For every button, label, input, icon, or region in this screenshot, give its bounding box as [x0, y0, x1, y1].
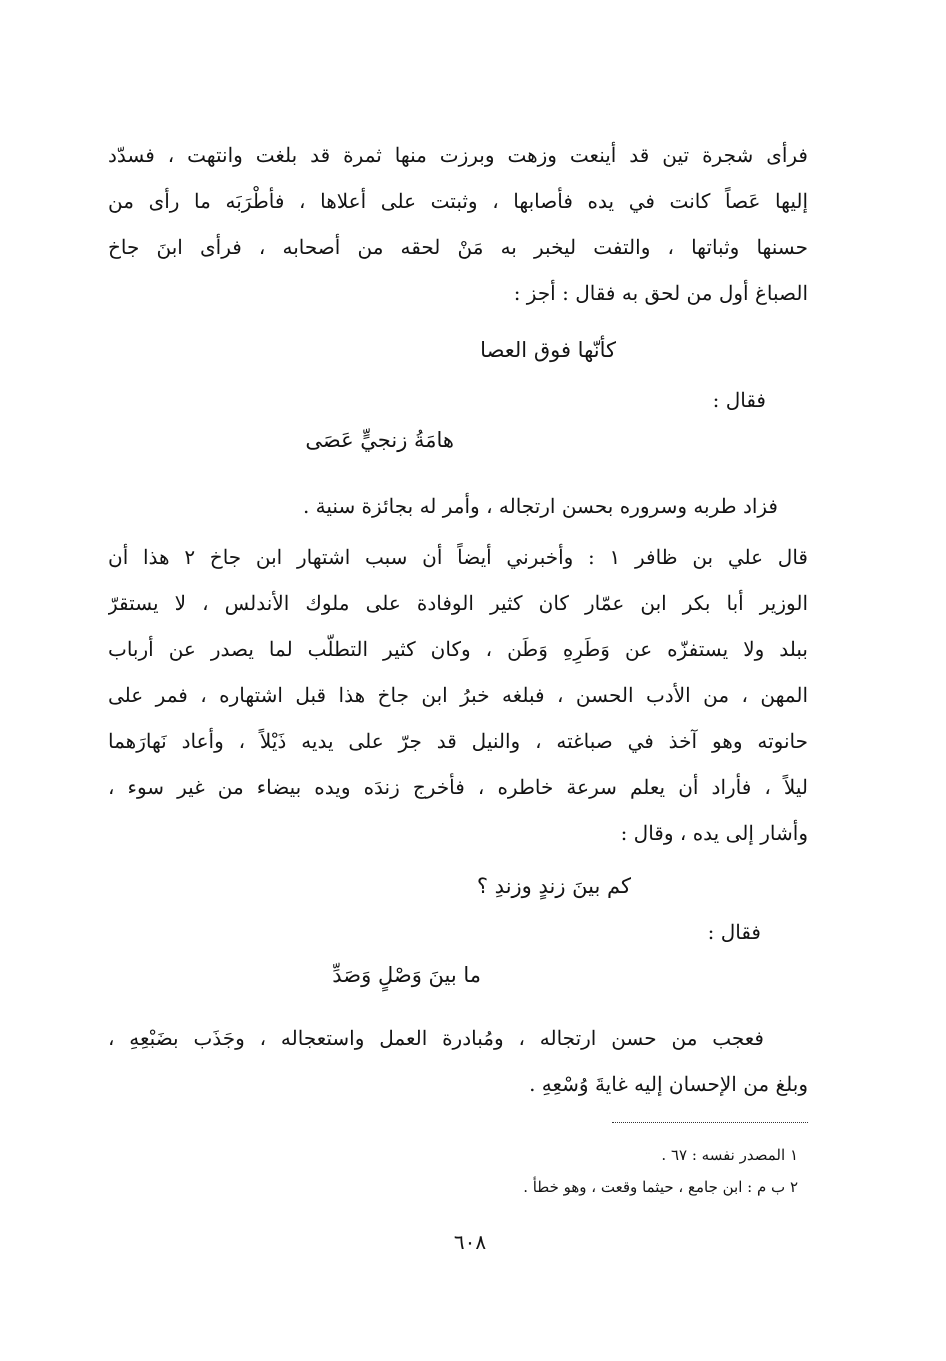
- verse-line: كم بينَ زندٍ وزندِ ؟: [476, 874, 631, 898]
- footnote: ١ المصدر نفسه : ٦٧ .: [661, 1146, 798, 1164]
- paragraph-line: حانوته وهو آخذ في صباغته ، والنيل قد جرّ على يديه ذَيْلاً ، وأعاد نَهارَهما: [108, 729, 808, 753]
- paragraph-line: فرأى شجرة تين قد أينعت وزهت وبرزت منها ثمرة قد بلغت وانتهت ، فسدّد: [108, 143, 808, 167]
- verse-line: ما بينَ وَصْلٍ وَصَدِّ: [332, 963, 481, 987]
- speaker-label: فقال :: [712, 388, 766, 412]
- paragraph-4: [108, 1015, 808, 1107]
- paragraph-1: [108, 132, 808, 316]
- footnote-divider: [612, 1122, 808, 1123]
- page-number: ٦٠٨: [453, 1230, 487, 1254]
- verse-line: كأنّها فوق العصا: [480, 338, 616, 362]
- paragraph-line: فعجب من حسن ارتجاله ، ومُبادرة العمل واستعجاله ، وجَذَب بضَبْعِهِ ،: [108, 1026, 764, 1050]
- paragraph-line: وبلغ من الإحسان إليه غايةَ وُسْعِهِ .: [529, 1072, 808, 1096]
- paragraph-line: فزاد طربه وسروره بحسن ارتجاله ، وأمر له بجائزة سنية .: [302, 494, 778, 518]
- paragraph-line: إليها عَصاً كانت في يده فأصابها ، وثبتت على أعلاها ، فأطْرَبَه ما رأى من: [108, 189, 808, 213]
- paragraph-line: ببلد ولا يستفزّه عن وَطَرِهِ وَطَن ، وكان كثير التطلّب لما يصدر عن أرباب: [108, 637, 808, 661]
- paragraph-line: وأشار إلى يده ، وقال :: [620, 821, 808, 845]
- speaker-label: فقال :: [707, 920, 761, 944]
- paragraph-line: المهن ، من الأدب الحسن ، فبلغه خبرُ ابن جاخ هذا قبل اشتهاره ، فمر على: [108, 683, 808, 707]
- verse-line: هامَةُ زنجيٍّ عَصَى: [305, 428, 454, 452]
- paragraph-line: الوزير أبا بكر ابن عمّار كان كثير الوفادة على ملوك الأندلس ، لا يستقرّ: [108, 591, 808, 615]
- paragraph-line: ليلاً ، فأراد أن يعلم سرعة خاطره ، فأخرج زندَه ويده بيضاء من غير سوء ،: [108, 775, 808, 799]
- paragraph-2: [108, 483, 808, 529]
- paragraph-3: [108, 534, 808, 856]
- footnote: ٢ ب م : ابن جامع ، حيثما وقعت ، وهو خطأ .: [523, 1178, 798, 1196]
- paragraph-line: قال علي بن ظافر ١ : وأخبرني أيضاً أن سبب اشتهار ابن جاخ ٢ هذا أن: [108, 545, 808, 569]
- paragraph-line: الصباغ أول من لحق به فقال : أجز :: [513, 281, 808, 305]
- paragraph-line: حسنها وثباتها ، والتفت ليخبر به مَنْ لحقه من أصحابه ، فرأى ابنَ جاخ: [108, 235, 808, 259]
